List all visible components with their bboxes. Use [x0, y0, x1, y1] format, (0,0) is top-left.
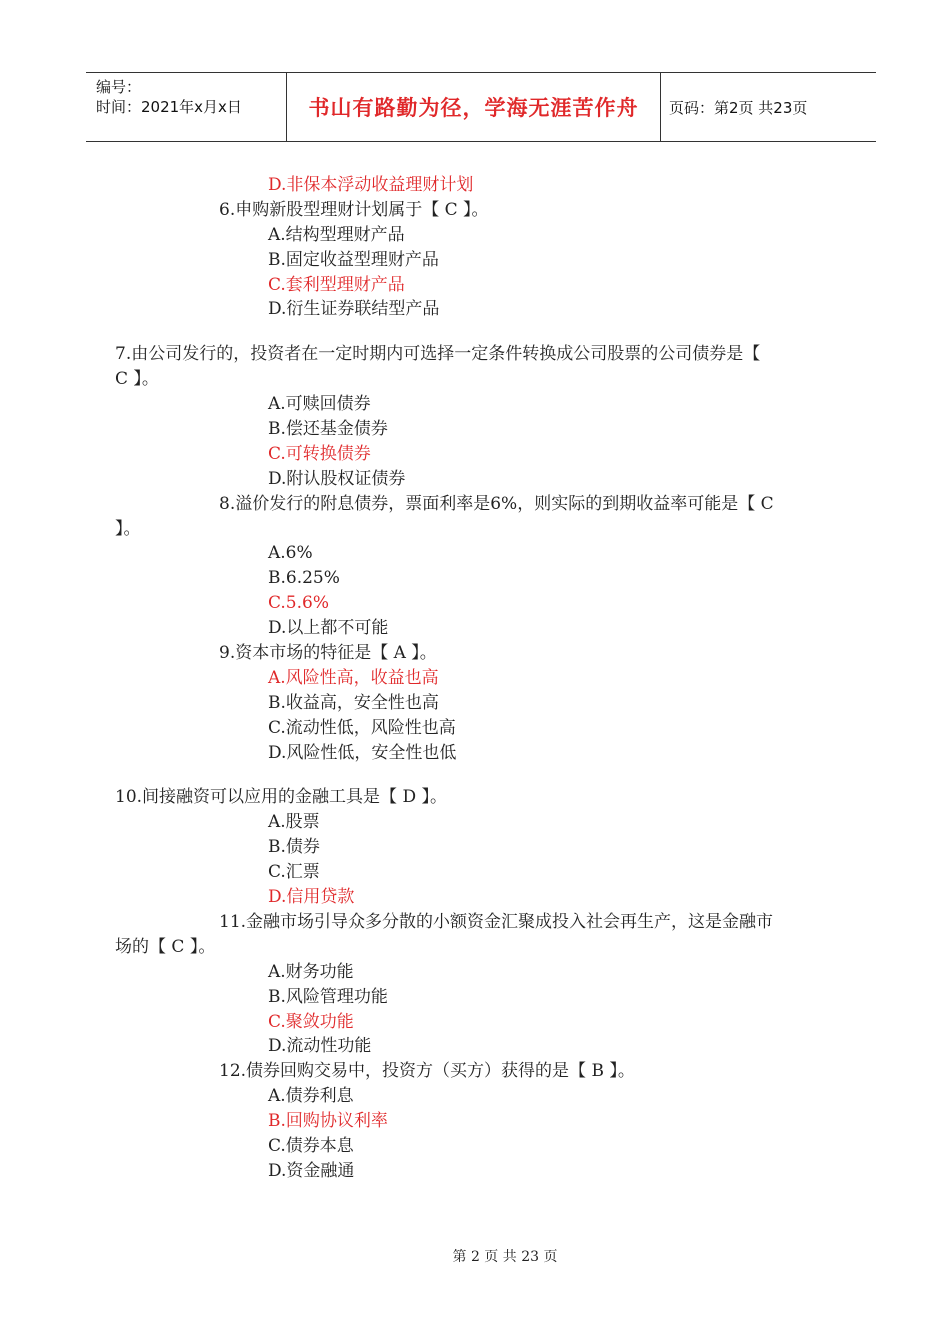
question-8: 8.溢价发行的附息债券，票面利率是6%，则实际的到期收益率可能是【 C: [219, 493, 774, 514]
option: B.固定收益型理财产品: [268, 249, 439, 270]
header-page-info: 页码：第2页 共23页: [669, 98, 808, 117]
question-8-cont: 】。: [115, 518, 141, 539]
option: C.汇票: [268, 862, 320, 883]
option: B.6.25%: [268, 568, 340, 589]
option-answer: C.聚敛功能: [268, 1011, 354, 1032]
option: A.股票: [268, 812, 320, 833]
question-9: 9.资本市场的特征是【 A 】。: [219, 643, 437, 664]
page-footer: 第 2 页 共 23 页: [452, 1249, 558, 1265]
option: C.债券本息: [268, 1135, 354, 1156]
option: A.债券利息: [268, 1086, 354, 1107]
question-11: 11.金融市场引导众多分散的小额资金汇聚成投入社会再生产，这是金融市: [219, 911, 774, 932]
header-motto: 书山有路勤为径，学海无涯苦作舟: [287, 73, 661, 141]
option-answer: D.非保本浮动收益理财计划: [268, 175, 474, 195]
option: B.债券: [268, 837, 320, 858]
option: A.财务功能: [268, 961, 354, 982]
question-6: 6.申购新股型理财计划属于【 C 】。: [219, 199, 489, 220]
option-answer: B.回购协议利率: [268, 1111, 388, 1132]
header-meta: [86, 73, 287, 141]
option: B.风险管理功能: [268, 986, 388, 1007]
number-label: 编号：: [96, 78, 142, 96]
time-label: 时间：2021年x月x日: [96, 98, 242, 116]
option-answer: C.可转换债券: [268, 443, 371, 464]
option: A.结构型理财产品: [268, 224, 405, 245]
option-answer: C.5.6%: [268, 593, 329, 614]
question-7: 7.由公司发行的，投资者在一定时期内可选择一定条件转换成公司股票的公司债券是【: [115, 344, 761, 365]
spacer: [0, 322, 950, 342]
option: D.衍生证券联结型产品: [268, 299, 440, 320]
spacer: [0, 765, 950, 785]
page-header: [86, 72, 876, 142]
option: B.收益高，安全性也高: [268, 692, 439, 713]
option: D.风险性低，安全性也低: [268, 742, 457, 763]
option: D.以上都不可能: [268, 618, 389, 639]
option: D.资金融通: [268, 1160, 355, 1181]
option-answer: C.套利型理财产品: [268, 274, 405, 295]
option-answer: A.风险性高，收益也高: [268, 667, 439, 688]
option: B.偿还基金债券: [268, 419, 388, 440]
question-list: [0, 173, 950, 1184]
option-answer: D.信用贷款: [268, 887, 355, 908]
question-7-cont: C 】。: [115, 369, 159, 390]
option: A.6%: [268, 543, 313, 564]
question-11-cont: 场的【 C 】。: [115, 936, 216, 957]
option: A.可赎回债券: [268, 394, 371, 415]
question-10: 10.间接融资可以应用的金融工具是【 D 】。: [115, 787, 447, 808]
option: D.附认股权证债券: [268, 468, 406, 489]
question-12: 12.债券回购交易中，投资方（买方）获得的是【 B 】。: [219, 1061, 635, 1082]
option: C.流动性低，风险性也高: [268, 717, 456, 738]
option: D.流动性功能: [268, 1036, 372, 1057]
